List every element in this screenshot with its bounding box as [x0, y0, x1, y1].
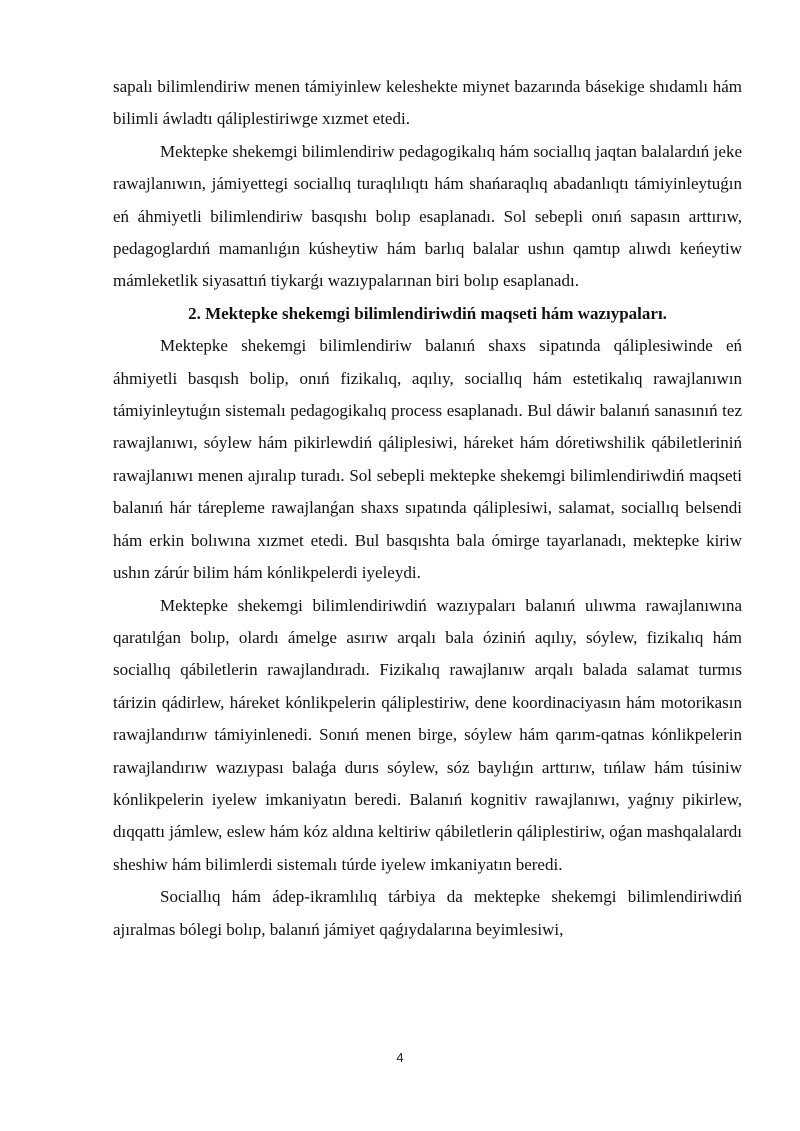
paragraph-continuation: sapalı bilimlendiriw menen támiyinlew keleshekte miynet bazarında básekige shıdamlı hám bilimli áwladtı qáliplestiriwge xızmet etedi. [113, 77, 742, 129]
section-heading: 2. Mektepke shekemgi bilimlendiriwdiń maqseti hám wazıypaları. [188, 303, 667, 323]
page-number: 4 [396, 1050, 404, 1065]
paragraph-intro: Mektepke shekemgi bilimlendiriw pedagogikalıq hám sociallıq jaqtan balalardıń jeke rawajlanıwın, jámiyettegi sociallıq turaqlılıqtı hám shańaraqlıq abadanlıqtı támiyinleytuǵın eń áhmiyetli bilimlendiriw basqıshı bolıp esaplanadı. Sol sebepli onıń sapasın arttırıw, pedagoglardıń mamanlıǵın kúsheytiw hám barlıq balalar ushın qamtıp alıwdı keńeytiw mámleketlik siyasattıń tiykarǵı wazıypalarınan biri bolıp esaplanadı. [113, 141, 742, 291]
paragraph-section-2: Mektepke shekemgi bilimlendiriwdiń wazıypaları balanıń ulıwma rawajlanıwına qaratılǵan bolıp, olardı ámelge asırıw arqalı bala óziniń aqılıy, sóylew, fizikalıq hám sociallıq qábiletlerin rawajlandıradı. Fizikalıq rawajlanıw arqalı balada salamat turmıs tárizin qádirlew, háreket kónlikpelerin qáliplestiriw, dene koordinaciyasın hám motorikasın rawajlandırıw támiyinlenedi. Sonıń menen birge, sóylew hám qarım-qatnas kónlikpelerin rawajlandırıw wazıypası balaǵa durıs sóylew, sóz baylıǵın arttırıw, tıńlaw hám túsiniw kónlikpelerin iyelew imkaniyatın beredi. Balanıń kognitiv rawajlanıwı, yaǵnıy pikirlew, dıqqattı jámlew, eslew hám kóz aldına keltiriw qábiletlerin qáliplestiriw, oǵan mashqalalardı sheshiw hám bilimlerdi sistemalı túrde iyelew imkaniyatın beredi. [113, 595, 742, 874]
paragraph-section-3: Sociallıq hám ádep-ikramlılıq tárbiya da mektepke shekemgi bilimlendiriwdiń ajıralmas bólegi bolıp, balanıń jámiyet qaǵıydalarına beyimlesiwi, [113, 887, 742, 939]
paragraph-section-1: Mektepke shekemgi bilimlendiriw balanıń shaxs sipatında qáliplesiwinde eń áhmiyetli basqısh bolip, onıń fizikalıq, aqılıy, sociallıq hám estetikalıq rawajlanıwın támiyinleytuǵın sistemalı pedagogikalıq process esaplanadı. Bul dáwir balanıń sanasınıń tez rawajlanıwı, sóylew hám pikirlewdiń qáliplesiwi, háreket hám dóretiwshilik qábiletleriniń rawajlanıwı menen ajıralıp turadı. Sol sebepli mektepke shekemgi bilimlendiriwdiń maqseti balanıń hár tárepleme rawajlanǵan shaxs sıpatında qáliplesiwi, salamat, sociallıq belsendi hám erkin bolıwına xızmet etedi. Bul basqıshta bala ómirge tayarlanadı, mektepke kiriw ushın zárúr bilim hám kónlikpelerdi iyeleydi. [113, 336, 742, 583]
